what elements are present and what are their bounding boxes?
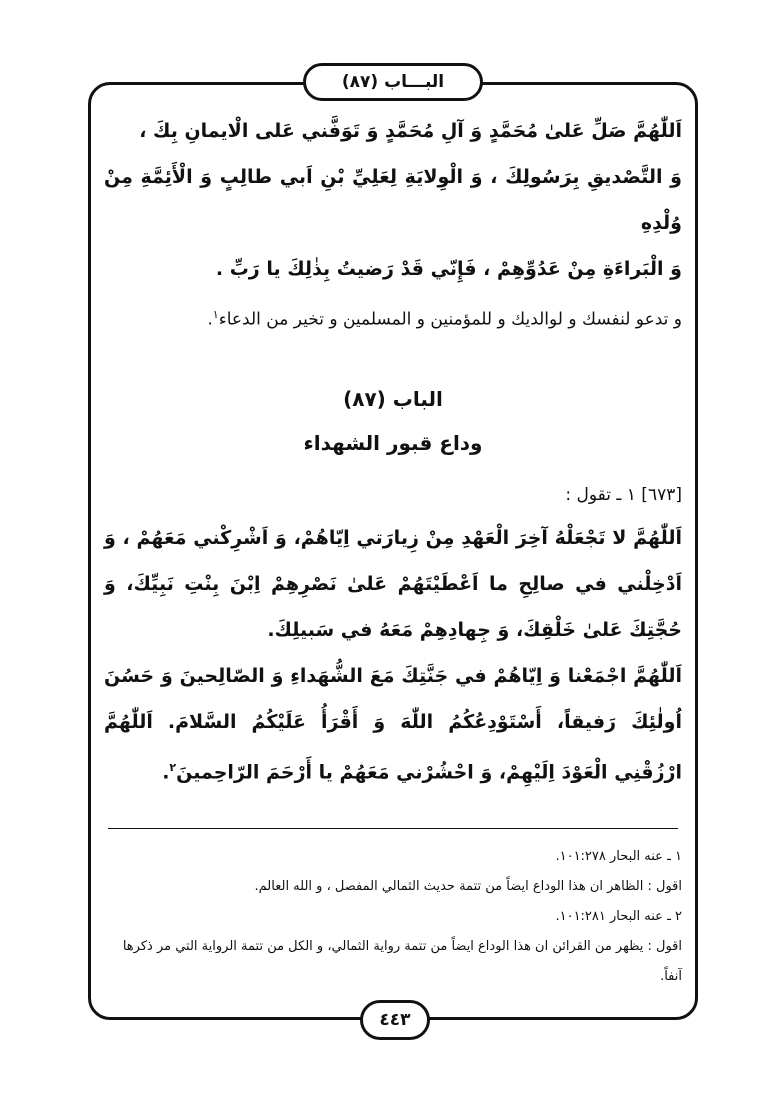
section-prayer-paragraph-2-end: . bbox=[162, 760, 170, 783]
footnote-1-comment: اقول : الظاهر ان هذا الوداع ايضاً من تتمة حديث الثمالي المفصل ، و الله العالم. bbox=[254, 879, 682, 894]
section-title: الباب (٨٧) bbox=[343, 386, 443, 411]
section-prayer-paragraph-1: اَللّٰهُمَّ لا تَجْعَلْهُ آخِرَ الْعَهْدِ مِنْ زِيارَتي اِيّاهُمْ، وَ اَشْرِكْني مَعَهُمْ ، وَ اَدْخِلْني في صالِحِ ما اَعْطَيْتَهُمْ عَلىٰ نَصْرِهِمْ اِبْنَ بِنْتِ نَبِيِّكَ، وَ حُجَّتِكَ عَلىٰ خَلْقِكَ، وَ جِهادِهِمْ مَعَهُ في سَبيلِكَ. bbox=[104, 526, 682, 641]
page-number-badge bbox=[360, 1000, 430, 1040]
top-prayer-line-2: وَ التَّصْديقِ بِرَسُولِكَ ، وَ الْوِلايَةِ لِعَلِيِّ بْنِ اَبي طالِبٍ وَ الْأَئِمَّةِ مِنْ وُلْدِهِ bbox=[104, 166, 682, 234]
section-prayer-paragraph-2-body: اَللّٰهُمَّ اجْمَعْنا وَ اِيّاهُمْ في جَنَّتِكَ مَعَ الشُّهَداءِ وَ الصّالِحينَ وَ حَسُنَ اُولٰئِكَ رَفيقاً، أَسْتَوْدِعُكُمُ اللّٰهَ وَ أَقْرَأُ عَلَيْكُمُ السَّلامَ. اَللّٰهُمَّ ارْزُقْنِي الْعَوْدَ اِلَيْهِمْ، وَ احْشُرْني مَعَهُمْ يا أَرْحَمَ الرّاحِمينَ bbox=[104, 664, 682, 783]
top-prayer-line-1: اَللّٰهُمَّ صَلِّ عَلىٰ مُحَمَّدٍ وَ آلِ مُحَمَّدٍ وَ تَوَفَّني عَلى الْايمانِ بِكَ ، bbox=[139, 120, 682, 142]
page-number: ٤٤٣ bbox=[379, 1010, 411, 1030]
footnote-1-ref: ١ ـ عنه البحار ١٠١:٢٧٨. bbox=[555, 849, 682, 864]
footnote-divider bbox=[108, 828, 678, 829]
footnote-2-ref: ٢ ـ عنه البحار ١٠١:٢٨١. bbox=[555, 909, 682, 924]
instruction-body: و تدعو لنفسك و لوالديك و للمؤمنين و المسلمين و تخير من الدعاء bbox=[218, 309, 682, 330]
section-intro: [٦٧٣] ١ ـ تقول : bbox=[565, 484, 682, 505]
page-content bbox=[104, 108, 682, 795]
section-prayer-paragraph-2 bbox=[104, 653, 682, 795]
chapter-header-label: البـــاب (٨٧) bbox=[341, 72, 445, 92]
footnote-2-comment: اقول : يظهر من القرائن ان هذا الوداع ايضاً من تتمة رواية الثمالي، و الكل من تتمة الرواية التي مر ذكرها آنفاً. bbox=[122, 939, 682, 984]
instruction-text bbox=[104, 292, 682, 343]
footnote-mark-2: ٢ bbox=[169, 760, 177, 774]
section-subtitle: وداع قبور الشهداء bbox=[303, 430, 483, 455]
instruction-end: . bbox=[207, 309, 213, 330]
footnote-mark-1: ١ bbox=[212, 308, 219, 321]
chapter-header-badge bbox=[303, 63, 483, 101]
top-prayer-line-3: وَ الْبَراءَةِ مِنْ عَدُوِّهِمْ ، فَإِنّي قَدْ رَضيتُ بِذٰلِكَ يا رَبِّ . bbox=[215, 258, 682, 280]
footnotes bbox=[104, 842, 682, 992]
